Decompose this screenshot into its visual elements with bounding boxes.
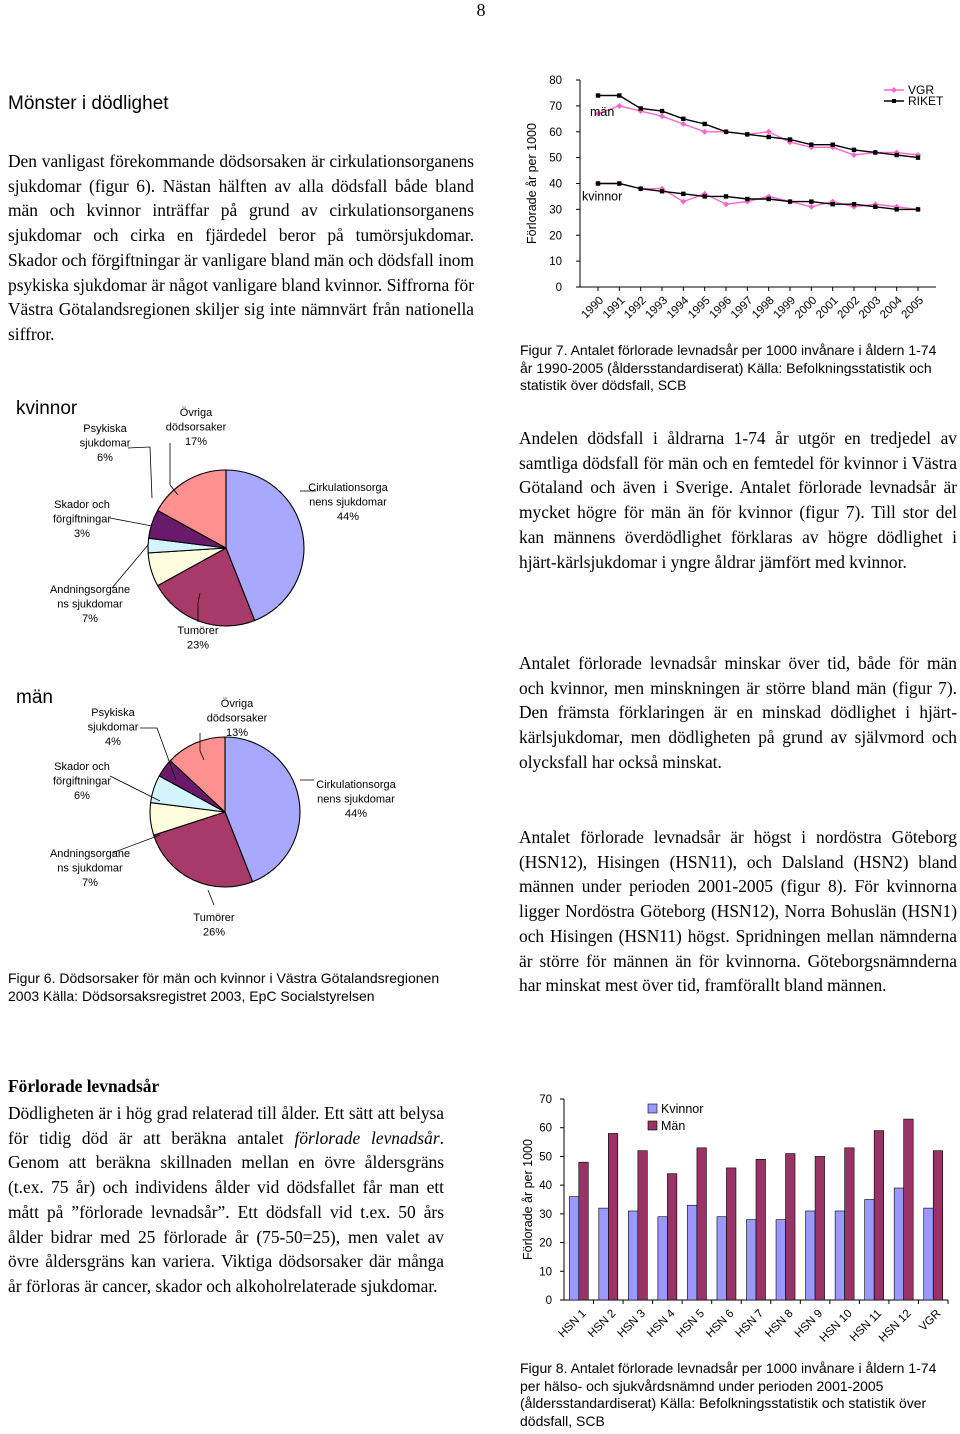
pie-kvinnor-leader-3 [110, 518, 152, 526]
bar-xtick-label-11: HSN 12 [876, 1307, 914, 1345]
line-point-1-15 [916, 155, 920, 159]
line-point-1-12 [852, 148, 856, 152]
bar-män-3 [667, 1174, 677, 1300]
bar-legend-label-0: Kvinnor [661, 1102, 704, 1116]
line-point-3-14 [894, 207, 898, 211]
line-y-label: Förlorade år per 1000 [525, 123, 539, 244]
bar-kvinnor-3 [658, 1217, 668, 1300]
line-xtick-label-8: 1998 [750, 294, 777, 322]
lost-years-text-before: Dödligheten är i hög grad relaterad till ålder. Ett sätt att belysa för tidig död är att beräkna antalet [8, 1103, 444, 1148]
pie-man-leader-2 [112, 835, 160, 853]
pie-man-label-0: Cirkulationsorga nens sjukdomar 44% [316, 779, 396, 820]
bar-legend-label-1: Män [661, 1119, 686, 1133]
line-series-1 [598, 96, 918, 158]
line-point-2-6 [723, 201, 729, 207]
line-legend-marker-0 [891, 87, 897, 93]
lost-years-title: Förlorade levnadsår [8, 1076, 160, 1096]
bar-xtick-label-10: HSN 11 [847, 1307, 885, 1344]
bar-ytick-label-6: 60 [539, 1122, 552, 1135]
bar-män-4 [697, 1148, 707, 1300]
bar-män-5 [726, 1168, 736, 1300]
bar-män-7 [786, 1154, 796, 1300]
line-xtick-label-5: 1995 [686, 294, 713, 322]
bar-kvinnor-1 [599, 1208, 609, 1300]
line-ytick-label-8: 80 [549, 75, 562, 87]
right-paragraph-3: Antalet förlorade levnadsår är högst i nordöstra Göteborg (HSN12), Hisingen (HSN11), och Dalsland (HSN2) bland männen under perioden 2001-2005 (figur 8). För kvinnorna ligger Nordöstra Göteborg (HSN12), Norra Bohuslän (HSN1) och Hisingen (HSN11) högst. Spridningen mellan nämnderna är större för männen än för kvinnorna. Göteborgsnämnderna har minskat mest över tid, framförallt bland männen. [519, 827, 957, 996]
line-legend-label-1: RIKET [908, 94, 944, 108]
bar-xtick-label-1: HSN 2 [585, 1307, 619, 1341]
line-xtick-label-1: 1991 [600, 294, 628, 322]
bar-xtick-label-0: HSN 1 [556, 1307, 589, 1341]
pie-charts-figure [0, 385, 480, 955]
bar-män-6 [756, 1159, 766, 1300]
line-annotation-kvinnor: kvinnor [582, 189, 623, 204]
bar-kvinnor-6 [747, 1220, 757, 1300]
bar-kvinnor-11 [894, 1188, 904, 1300]
line-point-1-2 [638, 106, 642, 110]
bar-män-1 [608, 1133, 618, 1300]
lost-years-text-after: . Genom att beräkna skillnaden mellan en övre åldersgräns (t.ex. 75 år) och individens ålder vid dödsfallet får man ett mått på ”förlorade levnadsår”. Ett dödsfall vid t.ex. 50 års ålder bidrar med 25 förlorade år (75-50=25), men valet av övre åldersgräns kan variera. Viktiga dödsorsaker där många år förloras är cancer, skador och alkoholrelaterade sjukdomar. [8, 1127, 444, 1296]
pie-man-label-5: Övriga dödsorsaker 13% [206, 698, 268, 739]
line-series-0 [598, 106, 918, 155]
bar-kvinnor-8 [806, 1211, 816, 1300]
bar-ytick-label-0: 0 [545, 1295, 552, 1307]
line-point-0-1 [616, 103, 622, 109]
bar-ytick-label-5: 50 [539, 1151, 552, 1164]
bar-xtick-label-12: VGR [917, 1307, 944, 1334]
bar-ytick-label-1: 10 [539, 1266, 552, 1279]
right-paragraph-2: Antalet förlorade levnadsår minskar över tid, både för män och kvinnor, men minskningen är större bland män (figur 7). Den främsta förklaringen är en minskad dödlighet i hjärt-kärlsjukdomar, men dödligheten på grund av självmord och olycksfall har också minskat. [519, 653, 957, 772]
line-xtick-label-9: 1999 [771, 294, 799, 322]
line-point-3-2 [638, 186, 642, 190]
fig6-caption: Figur 6. Dödsorsaker för män och kvinnor i Västra Götalandsregionen 2003 Källa: Dödsorsaksregistret 2003, EpC Socialstyrelsen [8, 970, 440, 1004]
bar-xtick-label-5: HSN 6 [704, 1307, 737, 1341]
lost-years-paragraph [8, 1101, 444, 1299]
line-point-1-9 [788, 137, 792, 141]
bar-legend-swatch-0 [648, 1104, 657, 1113]
line-ytick-label-6: 60 [549, 126, 562, 139]
line-point-1-13 [873, 150, 877, 154]
bar-xtick-label-3: HSN 4 [645, 1307, 678, 1341]
line-point-3-6 [724, 194, 728, 198]
line-xtick-label-11: 2001 [814, 294, 841, 322]
line-ytick-label-4: 40 [549, 178, 562, 191]
line-point-3-11 [830, 202, 834, 206]
pie-kvinnor-label-1: Tumörer 23% [177, 625, 219, 652]
bar-xtick-label-8: HSN 9 [792, 1307, 826, 1341]
line-point-3-9 [788, 199, 792, 203]
line-point-1-1 [617, 93, 621, 97]
bar-män-10 [874, 1131, 884, 1300]
line-ytick-label-1: 10 [549, 256, 562, 269]
pie-man-label-3: Skador och förgiftningar 6% [52, 761, 112, 802]
line-point-1-0 [596, 93, 600, 97]
pie-title-man: män [16, 687, 53, 708]
bar-chart [518, 1088, 958, 1360]
bar-män-0 [579, 1162, 589, 1300]
pie-title-kvinnor: kvinnor [16, 398, 78, 419]
line-point-1-14 [894, 153, 898, 157]
bar-xtick-label-6: HSN 7 [733, 1307, 767, 1341]
line-legend-marker-1 [892, 99, 896, 103]
line-point-1-5 [702, 122, 706, 126]
pie-kvinnor-label-5: Övriga dödsorsaker 17% [165, 407, 227, 448]
pie-kvinnor-label-0: Cirkulationsorga nens sjukdomar 44% [308, 482, 388, 523]
bar-kvinnor-9 [835, 1211, 845, 1300]
bar-män-9 [845, 1148, 855, 1300]
bar-xtick-label-9: HSN 10 [817, 1307, 855, 1345]
pie-man-label-1: Tumörer 26% [193, 912, 235, 939]
bar-xtick-label-7: HSN 8 [763, 1307, 796, 1341]
line-point-3-12 [852, 202, 856, 206]
line-point-1-6 [724, 130, 728, 134]
bar-xtick-label-2: HSN 3 [615, 1307, 648, 1341]
line-point-2-4 [680, 199, 686, 205]
bar-kvinnor-0 [569, 1197, 579, 1300]
line-ytick-label-0: 0 [555, 282, 562, 294]
line-xtick-label-0: 1990 [579, 294, 607, 322]
bar-ytick-label-4: 40 [539, 1180, 552, 1193]
line-xtick-label-6: 1996 [707, 294, 735, 322]
line-point-2-10 [808, 204, 814, 210]
pie-man-label-2: Andningsorgane ns sjukdomar 7% [49, 848, 131, 889]
line-xtick-label-4: 1994 [664, 294, 692, 322]
line-xtick-label-10: 2000 [792, 294, 820, 322]
bar-män-2 [638, 1151, 648, 1300]
line-point-0-12 [851, 152, 857, 158]
line-point-1-7 [745, 132, 749, 136]
bar-kvinnor-5 [717, 1217, 727, 1300]
lost-years-text-italic: förlorade levnadsår [294, 1127, 440, 1148]
pie-kvinnor-leader-4 [128, 447, 152, 498]
pie-kvinnor-leader-2 [112, 545, 148, 588]
line-point-1-8 [766, 135, 770, 139]
line-point-0-8 [766, 129, 772, 135]
line-point-3-15 [916, 207, 920, 211]
line-xtick-label-7: 1997 [728, 294, 756, 322]
line-ytick-label-2: 20 [549, 230, 562, 243]
line-xtick-label-14: 2004 [878, 294, 905, 322]
line-point-3-4 [681, 192, 685, 196]
line-point-3-3 [660, 189, 664, 193]
line-xtick-label-3: 1993 [643, 294, 671, 322]
bar-ytick-label-2: 20 [539, 1237, 552, 1250]
line-series-3 [598, 184, 918, 210]
bar-män-11 [904, 1119, 914, 1300]
line-point-1-3 [660, 109, 664, 113]
bar-xtick-label-4: HSN 5 [674, 1307, 708, 1341]
pie-kvinnor-label-3: Skador och förgiftningar 3% [52, 499, 112, 540]
line-xtick-label-12: 2002 [835, 294, 863, 322]
line-point-3-0 [596, 181, 600, 185]
line-legend-label-0: VGR [908, 83, 935, 97]
bar-män-12 [933, 1151, 943, 1300]
bar-ytick-label-3: 30 [539, 1208, 552, 1221]
line-ytick-label-7: 70 [549, 100, 562, 113]
section-paragraph: Den vanligast förekommande dödsorsaken är cirkulationsorganens sjukdomar (figur 6). Nästan hälften av alla dödsfall både bland män och kvinnor inträffar på grund av cirkulationsorganens sjukdomar och cirka en fjärdedel beror på tumörsjukdomar. Skador och förgiftningar är vanligare bland män och dödsfall inom psykiska sjukdomar är något vanligare bland kvinnor. Siffrorna för Västra Götalandsregionen skiljer sig inte nämnvärt från nationella siffror. [8, 151, 474, 344]
line-point-0-3 [659, 113, 665, 119]
pie-kvinnor-label-4: Psykiska sjukdomar 6% [79, 423, 131, 464]
line-point-3-8 [766, 197, 770, 201]
bar-kvinnor-4 [687, 1205, 697, 1300]
bar-män-8 [815, 1156, 825, 1300]
pie-man-label-4: Psykiska sjukdomar 4% [87, 707, 139, 748]
pie-man-leader-3 [110, 776, 160, 801]
pie-man-leader-1 [208, 890, 214, 905]
page-number: 8 [476, 0, 486, 20]
section-title: Mönster i dödlighet [8, 93, 169, 114]
line-point-3-10 [809, 199, 813, 203]
bar-kvinnor-2 [628, 1211, 638, 1300]
fig8-caption: Figur 8. Antalet förlorade levnadsår per 1000 invånare i åldern 1-74 per hälso- och sjukvårdsnämnd under perioden 2001-2005 (åldersstandardiserat) Källa: Befolkningsstatistik och statistik över dödsfall, SCB [520, 1360, 937, 1429]
pie-man [150, 737, 300, 887]
bar-kvinnor-10 [865, 1200, 875, 1301]
line-point-1-4 [681, 117, 685, 121]
line-point-3-5 [702, 194, 706, 198]
line-point-0-5 [702, 129, 708, 135]
right-paragraph-1: Andelen dödsfall i åldrarna 1-74 år utgör en tredjedel av samtliga dödsfall för män och en femtedel för kvinnor i Västra Götaland och även i Sverige. Antalet förlorade levnadsår är mycket högre för män än för kvinnor (figur 7). Till stor del kan männens överdödlighet förklaras av högre dödlighet i hjärt-kärlsjukdomar i yngre åldrar jämfört med kvinnor. [519, 428, 957, 572]
bar-legend-swatch-1 [648, 1121, 657, 1130]
line-point-3-1 [617, 181, 621, 185]
line-xtick-label-13: 2003 [856, 294, 884, 322]
line-point-3-13 [873, 205, 877, 209]
line-point-1-11 [830, 142, 834, 146]
line-chart [518, 68, 958, 340]
line-xtick-label-2: 1992 [622, 294, 649, 322]
line-point-3-7 [745, 197, 749, 201]
fig7-caption: Figur 7. Antalet förlorade levnadsår per 1000 invånare i åldern 1-74 år 1990-2005 (åldersstandardiserat) Källa: Befolkningsstatistik och statistik över dödsfall, SCB [520, 342, 937, 393]
bar-kvinnor-7 [776, 1220, 786, 1300]
bar-kvinnor-12 [924, 1208, 934, 1300]
pie-kvinnor [148, 470, 304, 626]
line-ytick-label-3: 30 [549, 204, 562, 217]
line-xtick-label-15: 2005 [899, 294, 927, 322]
bar-ytick-label-7: 70 [539, 1094, 552, 1106]
line-annotation-man: män [590, 105, 615, 120]
line-point-1-10 [809, 142, 813, 146]
pie-kvinnor-label-2: Andningsorgane ns sjukdomar 7% [49, 584, 131, 625]
bar-y-label: Förlorade år per 1000 [521, 1139, 535, 1260]
line-point-0-4 [680, 121, 686, 127]
line-ytick-label-5: 50 [549, 152, 562, 165]
